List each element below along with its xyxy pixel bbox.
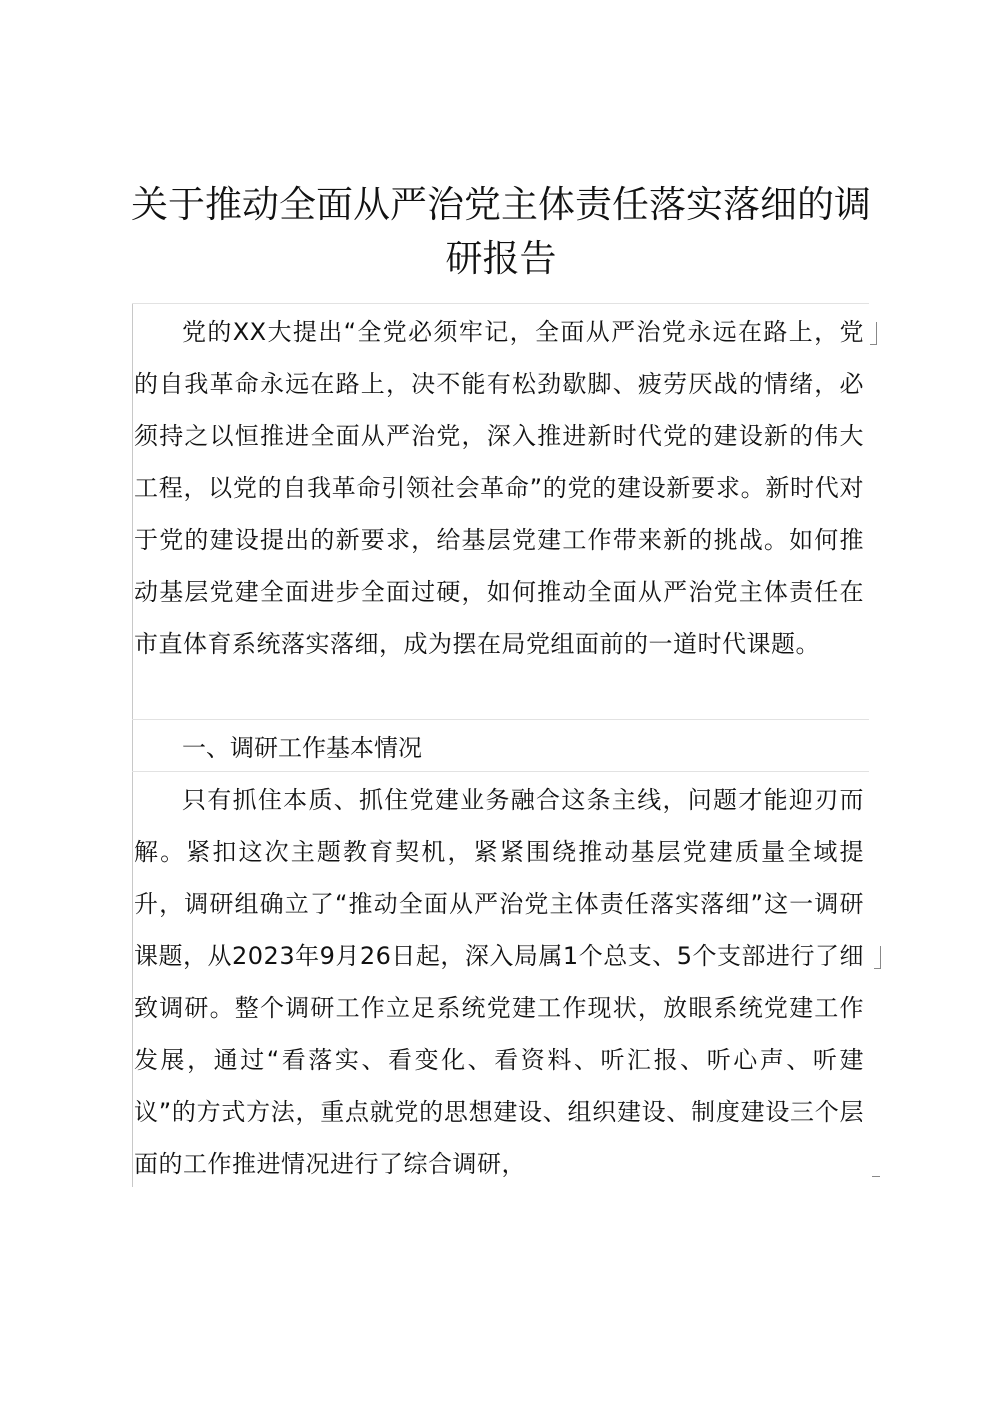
margin-corner-mark [870, 322, 877, 345]
paragraph-intro: 党的XX大提出“全党必须牢记，全面从严治党永远在路上，党的自我革命永远在路上，决不能有松劲歇脚、疲劳厌战的情绪，必须持之以恒推进全面从严治党，深入推进新时代党的建设新的伟大工程，以党的自我革命引领社会革命”的党的建设新要求。新时代对于党的建设提出的新要求，给基层党建工作带来新的挑战。如何推动基层党建全面进步全面过硬，如何推动全面从严治党主体责任在市直体育系统落实落细，成为摆在局党组面前的一道时代课题。 [134, 318, 864, 658]
margin-corner-mark [874, 946, 881, 969]
section-heading: 一、调研工作基本情况 [182, 734, 422, 762]
section-rule-top [132, 719, 869, 720]
paragraph-research-overview: 只有抓住本质、抓住党建业务融合这条主线，问题才能迎刃而解。紧扣这次主题教育契机，紧紧围绕推动基层党建质量全域提升，调研组确立了“推动全面从严治党主体责任落实落细”这一调研课题，从2023年9月26日起，深入局属1个总支、5个支部进行了细致调研。整个调研工作立足系统党建工作现状，放眼系统党建工作发展，通过“看落实、看变化、看资料、听汇报、听心声、听建议”的方式方法，重点就党的思想建设、组织建设、制度建设三个层面的工作推进情况进行了综合调研， [134, 786, 864, 1178]
margin-corner-mark [872, 1176, 880, 1177]
document-title: 关于推动全面从严治党主体责任落实落细的调研报告 [131, 183, 871, 280]
frame-top-rule [132, 303, 869, 304]
